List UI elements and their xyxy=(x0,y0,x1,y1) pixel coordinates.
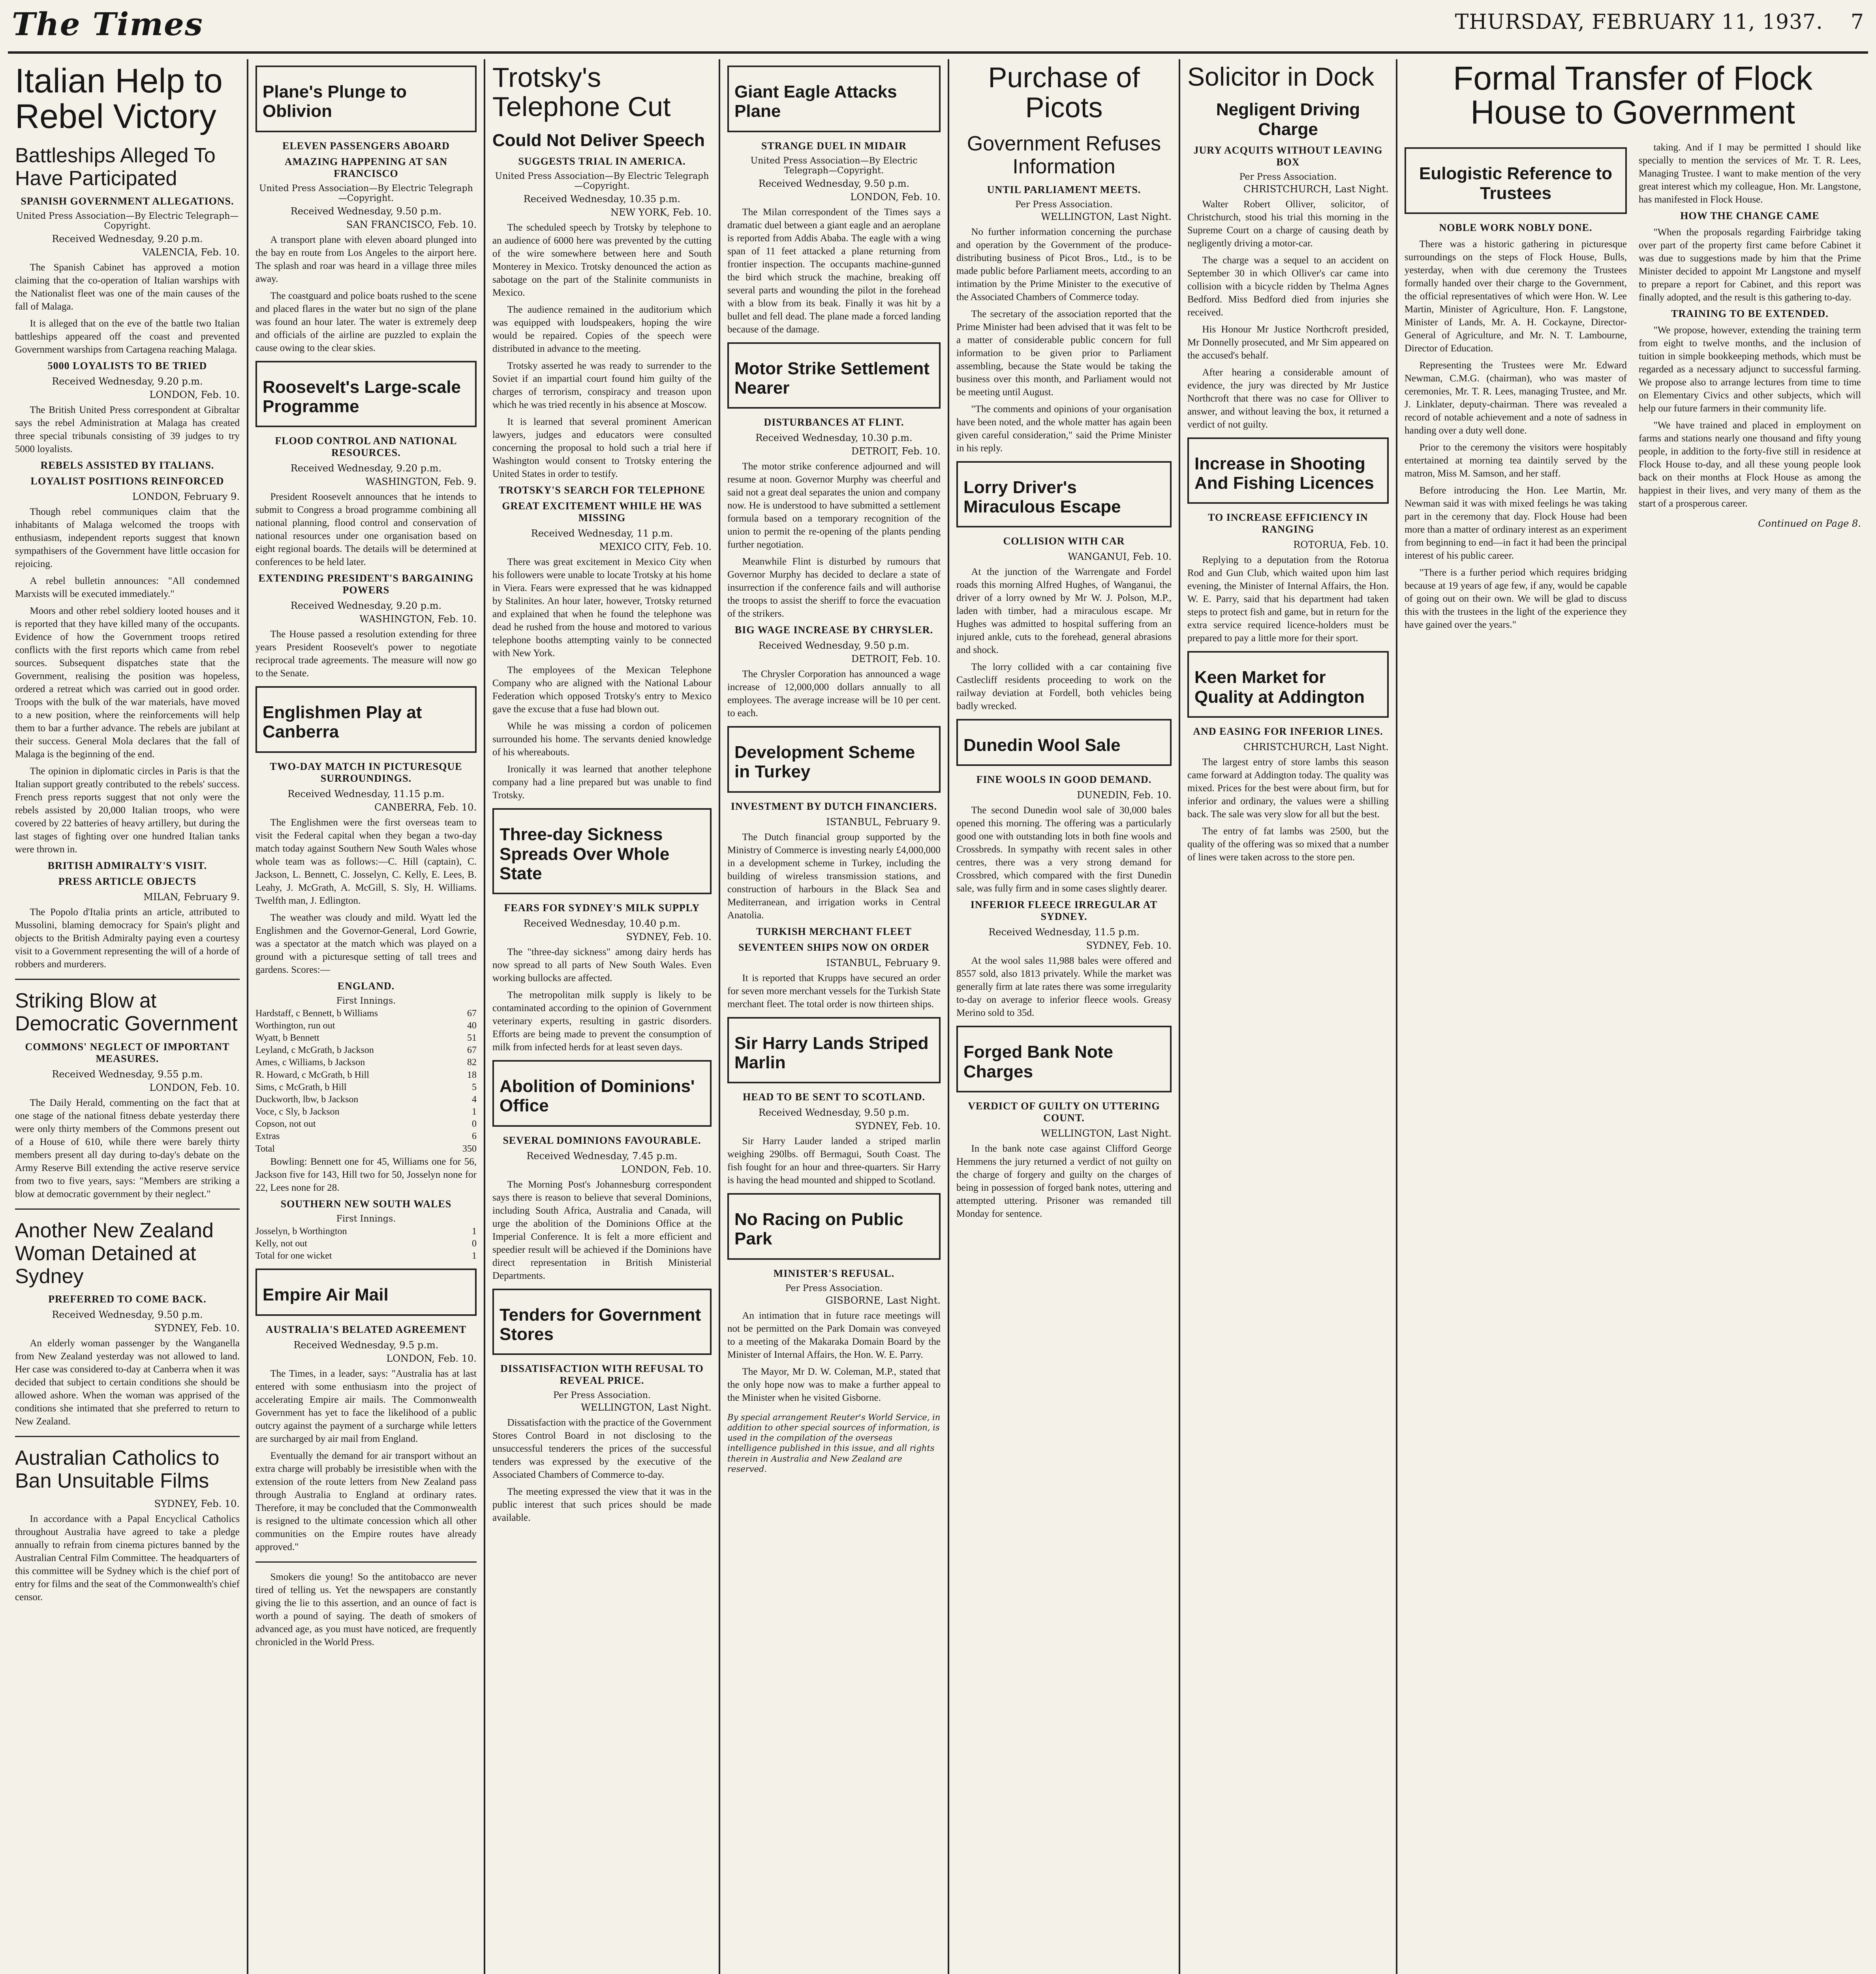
article-headline: Englishmen Play at Canberra xyxy=(263,703,422,742)
headline-box xyxy=(492,1060,712,1127)
headline-box xyxy=(727,66,941,132)
article-subheadline: Battleships Alleged To Have Participated xyxy=(15,144,216,190)
dateline: WASHINGTON, Feb. 9. xyxy=(365,476,477,488)
scorecard-row xyxy=(255,1069,477,1081)
section-subhead: PRESS ARTICLE OBJECTS xyxy=(58,876,197,888)
dateline: CHRISTCHURCH, Last Night. xyxy=(1243,183,1389,195)
article-paragraph: The charge was a sequel to an accident on September 30 in which Olliver's car came into collision with a bicycle ridden by Thelma Agnes Bedford. Miss Bedford died from injuries she received. xyxy=(1187,255,1389,318)
article-paragraph: Before introducing the Hon. Lee Martin, Mr. Newman said it was with mixed feelings he was taking part in the ceremony that day. Flock House had been more than a matter of ordinary interest as an experiment from beginning to end—in fact it had been the principal interest of his public career. xyxy=(1405,485,1627,561)
feature-body xyxy=(1405,141,1861,635)
received-time: Received Wednesday, 9.50 p.m. xyxy=(52,1309,203,1321)
article-paragraph: Trotsky asserted he was ready to surrender to the Soviet if an impartial court found him guilty of the charges of terrorism, conspiracy and treason upon which he was tried recently in his absence at Moscow. xyxy=(492,360,712,411)
article-headline: Abolition of Dominions' Office xyxy=(500,1077,695,1116)
received-time: Received Wednesday, 11 p.m. xyxy=(531,528,673,539)
received-time: Received Wednesday, 9.5 p.m. xyxy=(293,1339,439,1351)
article-paragraph: taking. And if I may be permitted I should like specially to mention the services of Mr. T. R. Lees, Managing Trustee. I want to make mention of the very great interest which my colleague, Hon. Mr. Langstone, has manifested in Flock House. xyxy=(1639,142,1861,205)
article-paragraph: The Morning Post's Johannesburg correspondent says there is reason to believe that several Dominions, including South Africa, Australia and Canada, will urge the abolition of the Dominions Office at the Imperial Conference. It is felt a more efficient and speedier result will be achieved if the Dominions have direct representation in British Ministerial Departments. xyxy=(492,1179,712,1281)
columns xyxy=(8,59,1868,1974)
article-paragraph: In the bank note case against Clifford George Hemmens the jury returned a verdict of not guilty on the charge of forgery and guilty on the charges of being in possession of forged bank notes, uttering and attempted uttering. Prisoner was remanded till Monday for sentence. xyxy=(956,1143,1172,1219)
article-subheadline: Government Refuses Information xyxy=(967,132,1161,178)
article-headline: Empire Air Mail xyxy=(263,1285,389,1305)
article-headline: Purchase of Picots xyxy=(988,62,1140,124)
headline-box xyxy=(255,1268,477,1315)
article-paragraph: Meanwhile Flint is disturbed by rumours that Governor Murphy has decided to declare a state of insurrection if the conference fails and will authorise the troops to assist the sheriff to force the evacuation of the strikers. xyxy=(727,556,941,619)
received-time: Received Wednesday, 9.20 p.m. xyxy=(52,233,203,245)
article-paragraph: The audience remained in the auditorium which was equipped with loudspeakers, hoping the wire would be repaired. Copies of the speech were distributed in advance to the meeting. xyxy=(492,304,712,355)
total-value: 350 xyxy=(462,1143,477,1154)
article-paragraph: At the junction of the Warrengate and Fordel roads this morning Alfred Hughes, of Wanganui, the driver of a lorry owned by Mr W. J. Polson, M.P., laden with timber, had a miraculous escape. Mr Hughes was admitted to hospital suffering from an injured ankle, cuts to the forehead, general abrasions and shock. xyxy=(956,567,1172,656)
section-subhead: HOW THE CHANGE CAME xyxy=(1680,210,1820,222)
article-paragraph: A rebel bulletin announces: "All condemned Marxists will be executed immediately." xyxy=(15,576,240,600)
article-headline: No Racing on Public Park xyxy=(734,1210,903,1249)
article-paragraph: "We propose, however, extending the training term from eight to twelve months, and the inclusion of tuition in simple bookkeeping methods, which must be regarded as a necessary adjunct to successful farming. We propose also to arrange lectures from time to time on Elementary Civics and other subjects, which will help our future farmers in their community life. xyxy=(1639,325,1861,414)
total-label: Total xyxy=(255,1143,275,1154)
section-subhead: 5000 LOYALISTS TO BE TRIED xyxy=(47,360,207,372)
section-subhead: AUSTRALIA'S BELATED AGREEMENT xyxy=(265,1323,467,1335)
batsman-runs: 82 xyxy=(467,1057,477,1068)
scorecard-row xyxy=(255,1106,477,1118)
dateline: WASHINGTON, Feb. 10. xyxy=(359,614,477,625)
article-paragraph: President Roosevelt announces that he intends to submit to Congress a broad programme combining all national planning, flood control and conservation of national resources under one organisation based on eight regional boards. The details will be determined at conferences to be held later. xyxy=(255,492,477,568)
dateline: SYDNEY, Feb. 10. xyxy=(855,1120,941,1132)
dateline: SYDNEY, Feb. 10. xyxy=(154,1498,240,1509)
article-subheadline: Negligent Driving Charge xyxy=(1216,100,1360,139)
dateline: DETROIT, Feb. 10. xyxy=(851,446,941,457)
article-paragraph: The Englishmen were the first overseas team to visit the Federal capital when they began a two-day match today against Southern New South Wales whose whole team was as follows:—C. Hill (captain), C. Jackson, L. Bennett, C. Josselyn, C. Kelly, E. Lees, B. Leahy, J. McGrath, A. McGill, S. Sly, H. Williams. Twelfth man, J. Edlington. xyxy=(255,817,477,906)
article-headline: Solicitor in Dock xyxy=(1187,62,1375,91)
section-subhead: DISTURBANCES AT FLINT. xyxy=(764,417,904,428)
headline-box xyxy=(1405,147,1627,214)
batsman-name: Sims, c McGrath, b Hill xyxy=(255,1082,347,1092)
scorecard-row xyxy=(255,1225,477,1238)
batsman-name: Worthington, run out xyxy=(255,1020,335,1031)
feature-headline: Formal Transfer of Flock House to Government xyxy=(1453,60,1813,131)
section-subhead: UNTIL PARLIAMENT MEETS. xyxy=(987,184,1141,195)
reuters-notice: By special arrangement Reuter's World Service, in addition to other special sources of information, is used in the compilation of the overseas intelligence published in this issue, and all rights therein in Australia and New Zealand are reserved. xyxy=(727,1412,941,1474)
section-subhead: COLLISION WITH CAR xyxy=(1003,535,1125,547)
headline-box xyxy=(727,1017,941,1084)
masthead xyxy=(8,4,1868,54)
dateline: LONDON, Feb. 10. xyxy=(149,1082,240,1093)
article-headline: Another New Zealand Woman Detained at Sydney xyxy=(15,1219,214,1288)
article-paragraph: An intimation that in future race meetings will not be permitted on the Park Domain was conveyed to a meeting of the Makaraka Domain Board by the Minister of Internal Affairs, the Hon. W. E. Parry. xyxy=(727,1310,941,1360)
article-paragraph: The Times, in a leader, says: "Australia has at last entered with some enthusiasm into the project of accelerating Empire air mails. The Commonwealth Government has yet to face the likelihood of a public outcry against the payment of a surcharge while letters are surcharged by air mail from England. xyxy=(255,1368,477,1444)
article-paragraph: The weather was cloudy and mild. Wyatt led the Englishmen and the Governor-General, Lord Gowrie, was a spectator at the match which was played on a ground with a picturesque setting of tall trees and gardens. Scores:— xyxy=(255,912,477,975)
received-time: Received Wednesday, 9.50 p.m. xyxy=(758,640,910,651)
section-subhead: AND EASING FOR INFERIOR LINES. xyxy=(1193,725,1383,737)
column-2 xyxy=(247,59,484,1974)
headline-box xyxy=(727,726,941,793)
scorecard-row xyxy=(255,1118,477,1130)
received-time: Received Wednesday, 10.35 p.m. xyxy=(523,193,681,205)
batsman-runs: 51 xyxy=(467,1032,477,1043)
headline-box xyxy=(956,461,1172,528)
section-subhead: EXTENDING PRESIDENT'S BARGAINING POWERS xyxy=(258,572,474,596)
article-paragraph: The lorry collided with a car containing five Castlecliff residents proceeding to work on the railway deviation at Fordell, both vehicles being badly wrecked. xyxy=(956,662,1172,712)
news-credit: United Press Association—By Electric Telegraph—Copyright. xyxy=(750,156,918,176)
received-time: Received Wednesday, 11.5 p.m. xyxy=(988,927,1140,938)
column-rule xyxy=(15,979,240,980)
news-credit: Per Press Association. xyxy=(1239,172,1337,182)
section-subhead: COMMONS' NEGLECT OF IMPORTANT MEASURES. xyxy=(25,1041,230,1064)
column-6 xyxy=(1179,59,1396,1974)
scorecard xyxy=(255,1008,477,1143)
article-paragraph: The motor strike conference adjourned and will resume at noon. Governor Murphy was cheerful and said not a great deal separates the union and company now. He is understood to have submitted a settlement formula based on a temporary recognition of the union to permit the re-opening of the plants pending further negotiation. xyxy=(727,461,941,550)
section-subhead: INVESTMENT BY DUTCH FINANCIERS. xyxy=(730,800,937,812)
column-7 xyxy=(1396,59,1868,1974)
article-headline: Australian Catholics to Ban Unsuitable Films xyxy=(15,1447,220,1493)
article-paragraph: Representing the Trustees were Mr. Edward Newman, C.M.G. (chairman), who was master of ceremonies, Mr. T. R. Lees, managing Trustee, and Mr. J. Linklater, deputy-chairman. There was revealed a record of notable achievement and a note of sadness in handing over a duty well done. xyxy=(1405,360,1627,436)
received-time: Received Wednesday, 9.50 p.m. xyxy=(758,1107,910,1118)
dateline: DUNEDIN, Feb. 10. xyxy=(1077,790,1172,801)
article-headline: Forged Bank Note Charges xyxy=(963,1042,1113,1081)
batsman-name: Copson, not out xyxy=(255,1119,316,1130)
scorecard xyxy=(255,1225,477,1250)
article-paragraph: The secretary of the association reported that the Prime Minister had been advised that it was felt to be a matter of considerable public concern for full information to be given prior to Parliament assembling, because the State would be taking the business over this month, and Parliament would not be meeting until August. xyxy=(956,308,1172,398)
article-headline: Lorry Driver's Miraculous Escape xyxy=(963,477,1121,516)
article-paragraph: Replying to a deputation from the Rotorua Rod and Gun Club, which waited upon him last evening, the Minister of Internal Affairs, the Hon. W. E. Parry, said that his department had taken steps to protect fish and game, but in return for the extra service required licence-holders must be prepared to pay a little more for their sport. xyxy=(1187,555,1389,644)
scorecard-total xyxy=(255,1143,477,1155)
article-headline: Sir Harry Lands Striped Marlin xyxy=(734,1033,929,1072)
article-subheadline: Could Not Deliver Speech xyxy=(492,131,705,150)
dateline: WANGANUI, Feb. 10. xyxy=(1068,551,1172,563)
batsman-name: Josselyn, b Worthington xyxy=(255,1226,347,1237)
batsman-runs: 0 xyxy=(472,1238,477,1249)
article-headline: Plane's Plunge to Oblivion xyxy=(263,82,407,121)
dateline: DETROIT, Feb. 10. xyxy=(851,653,941,665)
article-paragraph: The Daily Herald, commenting on the fact that at one stage of the national fitness debate yesterday there were only thirty members of the Commons present out of a House of 610, while there were barely thirty members present all day during to-day's debate on the Army Reserve Bill extending the active reserve service from two to five years, says: "Members are striking a blow at democratic government by their neglect." xyxy=(15,1097,240,1199)
section-subhead: SPANISH GOVERNMENT ALLEGATIONS. xyxy=(21,195,234,207)
section-subhead: INFERIOR FLEECE IRREGULAR AT SYDNEY. xyxy=(970,899,1158,923)
news-credit: Per Press Association. xyxy=(553,1390,651,1401)
article-paragraph: Sir Harry Lauder landed a striped marlin weighing 290lbs. off Bermagui, South Coast. The fish fought for an hour and three-quarters. Sir Harry is having the head mounted and shipped to Scotland. xyxy=(727,1136,941,1186)
batsman-name: R. Howard, c McGrath, b Hill xyxy=(255,1070,369,1080)
article-paragraph: The Milan correspondent of the Times says a dramatic duel between a giant eagle and an aeroplane is reported from Addis Ababa. The eagle with a wing span of 11 feet attacked a plane returning from frontier inspection. The occupants machine-gunned the bird which struck the machine, breaking off several parts and wounding the pilot in the forehead with a blow from its beak. Finally it was hit by a bullet and fell dead. The plane made a forced landing because of the damage. xyxy=(727,206,941,335)
headline-box xyxy=(255,686,477,753)
article-headline: Dunedin Wool Sale xyxy=(963,736,1121,755)
section-subhead: TWO-DAY MATCH IN PICTURESQUE SURROUNDINGS. xyxy=(270,760,462,784)
article-paragraph: The coastguard and police boats rushed to the scene and placed flares in the water but no sign of the plane was found an hour later. The water is extremely deep and officials of the airline are puzzled to explain the cause owing to the clear skies. xyxy=(255,290,477,353)
article-paragraph: Bowling: Bennett one for 45, Williams one for 56, Jackson five for 143, Hill two for 50, Josselyn none for 22, Lees none for 28. xyxy=(255,1156,477,1193)
article-paragraph: The second Dunedin wool sale of 30,000 bales opened this morning. The offering was a particularly good one with outstanding lots in both fine wools and Crossbreds. In sympathy with recent sales in other centres, there was a very strong demand for Crossbred, which compared with the first Dunedin sale, was fully firm and in some cases slightly dearer. xyxy=(956,805,1172,894)
column-5 xyxy=(948,59,1179,1974)
batsman-name: Extras xyxy=(255,1131,280,1142)
column-rule xyxy=(255,1561,477,1563)
headline-box xyxy=(255,361,477,428)
dateline: SYDNEY, Feb. 10. xyxy=(154,1323,240,1334)
batsman-runs: 1 xyxy=(472,1107,477,1117)
dateline: ISTANBUL, February 9. xyxy=(826,816,941,828)
section-subhead: TO INCREASE EFFICIENCY IN RANGING xyxy=(1208,512,1368,535)
article-paragraph: The British United Press correspondent at Gibraltar says the rebel Administration at Malaga has created three special tribunals consisting of 39 judges to try 5000 loyalists. xyxy=(15,405,240,455)
dateline: CHRISTCHURCH, Last Night. xyxy=(1243,741,1389,752)
article-headline: Increase in Shooting And Fishing Licences xyxy=(1194,454,1374,493)
article-paragraph: Eventually the demand for air transport without an extra charge will probably be irresistible when with the extension of the route letters from New Zealand pass through Australia to England at ordinary rates. Therefore, it may be concluded that the Commonwealth is resigned to the ultimate concession which all other communities on the Empire routes have already approved." xyxy=(255,1450,477,1552)
section-subhead: PREFERRED TO COME BACK. xyxy=(48,1293,207,1305)
article-headline: Giant Eagle Attacks Plane xyxy=(734,82,897,121)
batsman-runs: 0 xyxy=(472,1119,477,1130)
scorecard-row xyxy=(255,1008,477,1020)
article-paragraph: The Chrysler Corporation has announced a wage increase of 12,000,000 dollars annually to all employees. The average increase will be 10 per cent. to each. xyxy=(727,669,941,719)
received-time: Received Wednesday, 9.50 p.m. xyxy=(290,205,442,217)
article-paragraph: The House passed a resolution extending for three years President Roosevelt's power to negotiate reciprocal trade agreements. The measure will now go to the Senate. xyxy=(255,629,477,679)
dateline: LONDON, Feb. 10. xyxy=(149,389,240,401)
dateline: WELLINGTON, Last Night. xyxy=(581,1402,712,1413)
batsman-name: Wyatt, b Bennett xyxy=(255,1032,319,1043)
received-time: Received Wednesday, 9.20 p.m. xyxy=(290,463,442,474)
innings-label: First Innings. xyxy=(336,996,396,1006)
article-paragraph: It is reported that Krupps have secured an order for seven more merchant vessels for the Turkish State merchant fleet. The total order is now thirteen ships. xyxy=(727,972,941,1010)
batsman-name: Leyland, c McGrath, b Jackson xyxy=(255,1045,374,1056)
received-time: Received Wednesday, 9.20 p.m. xyxy=(52,376,203,387)
received-time: Received Wednesday, 10.30 p.m. xyxy=(755,432,913,444)
column-rule xyxy=(15,1436,240,1437)
article-paragraph: Ironically it was learned that another telephone company had a line prepared but was unable to find Trotsky. xyxy=(492,764,712,801)
section-subhead: DISSATISFACTION WITH REFUSAL TO REVEAL PRICE. xyxy=(500,1363,704,1387)
received-time: Received Wednesday, 9.55 p.m. xyxy=(52,1068,203,1080)
news-credit: United Press Association—By Electric Telegraph—Copyright. xyxy=(495,171,709,191)
article-paragraph: The Popolo d'Italia prints an article, attributed to Mussolini, blaming democracy for Spain's plight and objects to the British Admiralty paying even a courtesy visit to a Government representing the will of a horde of robbers and murderers. xyxy=(15,907,240,970)
article-paragraph: The employees of the Mexican Telephone Company who are aligned with the National Labour Federation which opposed Trotsky's entry to Mexico gave the excuse that a fuse had blown out. xyxy=(492,665,712,715)
dateline: SAN FRANCISCO, Feb. 10. xyxy=(346,219,477,230)
newspaper-title: The Times xyxy=(12,6,203,43)
section-subhead: FLOOD CONTROL AND NATIONAL RESOURCES. xyxy=(275,435,457,459)
section-subhead: TROTSKY'S SEARCH FOR TELEPHONE xyxy=(499,484,705,496)
article-paragraph: A transport plane with eleven aboard plunged into the bay en route from Los Angeles to the airport here. The splash and roar was heard in a village three miles away. xyxy=(255,234,477,284)
article-paragraph: The entry of fat lambs was 2500, but the quality of the offering was so mixed that a number of lines were taken across to the store pen. xyxy=(1187,826,1389,863)
article-paragraph: While he was missing a cordon of policemen surrounded his home. The servants denied knowledge of his whereabouts. xyxy=(492,721,712,758)
column-rule xyxy=(15,1208,240,1210)
headline-box xyxy=(956,719,1172,766)
section-subhead: BRITISH ADMIRALTY'S VISIT. xyxy=(47,860,207,872)
scorecard-row xyxy=(255,1081,477,1094)
article-paragraph: The metropolitan milk supply is likely to be contaminated according to the opinion of Government veterinary experts, resulting in gastric disorders. Efforts are being made to prevent the consumption of milk from infected herds for at least seven days. xyxy=(492,990,712,1053)
article-paragraph: "We have trained and placed in employment on farms and stations nearly one thousand and fifty young people, in addition to the forty-five still in residence at Flock House to-day, and all these young people look back on their months at Flock House as among the happiest in their lives, and very many of them as the start of a prosperous career. xyxy=(1639,420,1861,509)
page-number: 7 xyxy=(1850,10,1864,34)
section-subhead: SEVERAL DOMINIONS FAVOURABLE. xyxy=(503,1134,701,1146)
issue-date xyxy=(1455,10,1864,34)
section-subhead: BIG WAGE INCREASE BY CHRYSLER. xyxy=(734,624,933,636)
article-paragraph: The scheduled speech by Trotsky by telephone to an audience of 6000 here was prevented by the cutting of the wire somewhere between here and South Monterey in Mexico. Trotsky denounced the action as sabotage on the part of the Stalinite communists in Mexico. xyxy=(492,222,712,298)
article-paragraph: Though rebel communiques claim that the inhabitants of Malaga welcomed the troops with enthusiasm, independent reports suggest that known sympathisers of the Government have little occasion for rejoicing. xyxy=(15,507,240,570)
section-subhead: MINISTER'S REFUSAL. xyxy=(773,1267,895,1279)
dateline: ISTANBUL, February 9. xyxy=(826,957,941,968)
article-paragraph: Prior to the ceremony the visitors were hospitably entertained at morning tea daintily served by the matron, Miss M. Samson, and her staff. xyxy=(1405,442,1627,479)
received-time: Received Wednesday, 11.15 p.m. xyxy=(287,788,445,799)
article-paragraph: Moors and other rebel soldiery looted houses and it is reported that they have killed many of the occupants. Evidence of how the Government troops retired conflicts with the first reports which came from rebel sources. Subsequent dispatches state that the Government, realising the position was hopeless, ordered a retreat which was carried out in good order. Troops with the bulk of the war materials, have moved to a new position, where the reinforcements will help them to bar a further advance. The rebels are jubilant at their success. General Mola declares that the fall of Malaga is the beginning of the end. xyxy=(15,606,240,760)
batsman-name: Hardstaff, c Bennett, b Williams xyxy=(255,1008,378,1019)
dateline: WELLINGTON, Last Night. xyxy=(1041,1128,1172,1139)
article-headline: Motor Strike Settlement Nearer xyxy=(734,358,930,398)
dateline: CANBERRA, Feb. 10. xyxy=(374,801,477,813)
total-label: Total for one wicket xyxy=(255,1251,332,1261)
scorecard-row xyxy=(255,1238,477,1250)
news-credit: United Press Association—By Electric Telegraph—Copyright. xyxy=(16,211,239,231)
batsman-name: Duckworth, lbw, b Jackson xyxy=(255,1094,359,1105)
headline-box xyxy=(727,342,941,409)
news-credit: Per Press Association. xyxy=(785,1283,883,1293)
dateline: NEW YORK, Feb. 10. xyxy=(610,207,712,218)
section-subhead: SUGGESTS TRIAL IN AMERICA. xyxy=(518,156,686,167)
scorecard-row xyxy=(255,1044,477,1056)
headline-box xyxy=(492,1289,712,1355)
article-paragraph: In accordance with a Papal Encyclical Catholics throughout Australia have agreed to take a pledge annually to refrain from cinema pictures banned by the Australian Central Film Committee. The headquarters of this committee will be Sydney which is the chief port of entry for films and the seat of the Commonwealth's chief censor. xyxy=(15,1513,240,1602)
section-subhead: FINE WOOLS IN GOOD DEMAND. xyxy=(976,774,1152,786)
batsman-name: Voce, c Sly, b Jackson xyxy=(255,1107,340,1117)
section-subhead: TURKISH MERCHANT FLEET xyxy=(756,925,912,937)
scorecard-row xyxy=(255,1094,477,1106)
dateline: WELLINGTON, Last Night. xyxy=(1041,211,1172,222)
column-1 xyxy=(8,59,247,1974)
news-credit: United Press Association—By Electric Telegraph—Copyright. xyxy=(259,183,473,203)
batsman-name: Ames, c Williams, b Jackson xyxy=(255,1057,365,1068)
article-headline: Italian Help to Rebel Victory xyxy=(15,62,223,136)
section-subhead: GREAT EXCITEMENT WHILE HE WAS MISSING xyxy=(502,500,702,524)
headline-box xyxy=(1187,437,1389,504)
batsman-runs: 67 xyxy=(467,1008,477,1019)
scorecard-total xyxy=(255,1250,477,1262)
received-time: Received Wednesday, 10.40 p.m. xyxy=(523,918,681,929)
feature-right-column xyxy=(1639,141,1861,635)
article-headline: Three-day Sickness Spreads Over Whole State xyxy=(500,825,670,883)
feature-subheadline: Eulogistic Reference to Trustees xyxy=(1419,164,1612,203)
article-paragraph: There was great excitement in Mexico City when his followers were unable to locate Trotsky at his home in Viera. Fears were expressed that he was kidnapped by Stalinites. An hour later, however, Trotsky returned and explained that when he found the telephone was dead he rushed from the house and motored to various telephone booths attempting vainly to be connected with New York. xyxy=(492,557,712,659)
article-paragraph: The opinion in diplomatic circles in Paris is that the Italian support greatly contributed to the rebels' success. French press reports suggest that not only were the rebels assisted by 20,000 Italian troops, who were covered by 22 batteries of heavy artillery, but during the last stages of fighting over one hundred Italian tanks were thrown in. xyxy=(15,766,240,855)
batsman-runs: 67 xyxy=(467,1045,477,1056)
section-subhead: SOUTHERN NEW SOUTH WALES xyxy=(280,1198,452,1210)
batsman-name: Kelly, not out xyxy=(255,1238,308,1249)
section-subhead: AMAZING HAPPENING AT SAN FRANCISCO xyxy=(284,156,448,179)
column-3 xyxy=(484,59,719,1974)
section-subhead: SEVENTEEN SHIPS NOW ON ORDER xyxy=(738,941,930,953)
scorecard-row xyxy=(255,1056,477,1069)
issue-date-text: THURSDAY, FEBRUARY 11, 1937. xyxy=(1455,10,1823,34)
article-headline: Tenders for Government Stores xyxy=(500,1305,701,1344)
article-paragraph: "There is a further period which requires bridging because at 19 years of age few, if any, would be capable of going out on their own. We will be glad to discuss this with the trustees in the light of the experience they have gained over the years." xyxy=(1405,567,1627,630)
headline-box xyxy=(1187,651,1389,718)
dateline: LONDON, February 9. xyxy=(132,491,240,503)
dateline: SYDNEY, Feb. 10. xyxy=(626,931,712,943)
article-paragraph: There was a historic gathering in picturesque surroundings on the steps of Flock House, Bulls, yesterday, when with due ceremony the Trustees formally handed over their charge to the Government, the official representatives of which were Hon. W. Lee Martin, Minister of Agriculture, Hon. F. Langstone, Minister of Lands, Mr. A. H. Cockayne, Director-General of Agriculture, and Mr. N. T. Lambourne, Director of Education. xyxy=(1405,238,1627,354)
headline-box xyxy=(727,1193,941,1260)
batsman-runs: 1 xyxy=(472,1226,477,1237)
section-subhead: ELEVEN PASSENGERS ABOARD xyxy=(282,140,450,152)
article-paragraph: The "three-day sickness" among dairy herds has now spread to all parts of New South Wales. Even working bullocks are affected. xyxy=(492,947,712,984)
article-paragraph: The Spanish Cabinet has approved a motion claiming that the co-operation of Italian warships with the Nationalist fleet was one of the main causes of the fall of Malaga. xyxy=(15,262,240,312)
article-headline: Development Scheme in Turkey xyxy=(734,743,915,782)
article-paragraph: It is alleged that on the eve of the battle two Italian battleships appeared off the coast and prevented Government warships from Cartagena reaching Malaga. xyxy=(15,318,240,355)
article-paragraph: "When the proposals regarding Fairbridge taking over part of the property first came before Cabinet it was due to suggestions made by him that the Prime Minister decided to appoint Mr Langstone and myself to prepare a report for Cabinet, and this report was finally adopted, and the result is this gathering to-day. xyxy=(1639,227,1861,303)
article-paragraph: Dissatisfaction with the practice of the Government Stores Control Board in not disclosing to the unsuccessful tenderers the prices of the successful tenders was expressed by the executive of the Associated Chambers of Commerce to-day. xyxy=(492,1417,712,1480)
article-paragraph: After hearing a considerable amount of evidence, the jury was directed by Mr Justice Northcroft that there was no case for Olliver to answer, and without leaving the box, it returned a verdict of not guilty. xyxy=(1187,367,1389,430)
article-paragraph: Walter Robert Olliver, solicitor, of Christchurch, stood his trial this morning in the Supreme Court on a charge of causing death by negligently driving a motor-car. xyxy=(1187,199,1389,249)
headline-box xyxy=(956,1026,1172,1092)
received-time: Received Wednesday, 7.45 p.m. xyxy=(526,1150,678,1162)
dateline: LONDON, Feb. 10. xyxy=(850,191,941,203)
article-headline: Trotsky's Telephone Cut xyxy=(492,62,671,122)
batsman-runs: 5 xyxy=(472,1082,477,1092)
section-subhead: REBELS ASSISTED BY ITALIANS. xyxy=(40,460,214,471)
innings-label: First Innings. xyxy=(336,1214,396,1224)
scorecard-row xyxy=(255,1020,477,1032)
article-headline: Roosevelt's Large-scale Programme xyxy=(263,377,461,416)
received-time: Received Wednesday, 9.50 p.m. xyxy=(758,178,910,189)
batsman-runs: 6 xyxy=(472,1131,477,1142)
total-value: 1 xyxy=(472,1251,477,1261)
dateline: ROTORUA, Feb. 10. xyxy=(1293,539,1389,551)
scorecard-row xyxy=(255,1130,477,1143)
continued-notice: Continued on Page 8. xyxy=(1758,518,1861,529)
column-4 xyxy=(719,59,948,1974)
section-subhead: TRAINING TO BE EXTENDED. xyxy=(1671,308,1829,320)
section-subhead: NOBLE WORK NOBLY DONE. xyxy=(1439,221,1592,233)
article-paragraph: The meeting expressed the view that it was in the public interest that such prices should be made available. xyxy=(492,1486,712,1524)
received-time: Received Wednesday, 9.20 p.m. xyxy=(290,600,442,612)
headline-box xyxy=(492,808,712,894)
dateline: VALENCIA, Feb. 10. xyxy=(142,247,240,258)
section-subhead: VERDICT OF GUILTY ON UTTERING COUNT. xyxy=(968,1100,1160,1124)
article-paragraph: "The comments and opinions of your organisation have been noted, and the whole matter has again been given careful consideration," said the Prime Minister in his reply. xyxy=(956,403,1172,454)
article-paragraph: The largest entry of store lambs this season came forward at Addington today. The quality was mixed. Prices for the best were about firm, but for inferior and ordinary, the values were a shilling back. The sale was very slow for all but the best. xyxy=(1187,756,1389,820)
dateline: GISBORNE, Last Night. xyxy=(825,1295,941,1306)
article-paragraph: The Dutch financial group supported by the Ministry of Commerce is investing nearly £4,000,000 in a development scheme in Turkey, including the building of wireless transmission stations, and construction of harbours in the Black Sea and Mediterranean, and irrigation works in Central Anatolia. xyxy=(727,831,941,921)
article-paragraph: The Mayor, Mr D. W. Coleman, M.P., stated that the only hope now was to make a further appeal to the Minister when he visited Gisborne. xyxy=(727,1366,941,1403)
article-paragraph: It is learned that several prominent American lawyers, judges and educators were consulted concerning the proposal to hold such a trial here if Washington would consent to Trotsky entering the United States in order to testify. xyxy=(492,417,712,480)
scorecard-row xyxy=(255,1032,477,1044)
headline-box xyxy=(255,66,477,132)
section-subhead: HEAD TO BE SENT TO SCOTLAND. xyxy=(743,1091,925,1103)
feature-left-column xyxy=(1405,141,1627,635)
dateline: MILAN, February 9. xyxy=(143,891,240,903)
article-headline: Keen Market for Quality at Addington xyxy=(1194,668,1365,707)
article-paragraph: At the wool sales 11,988 bales were offered and 8557 sold, also 1813 privately. While the market was generally firm at late rates there was some irregularity to-day on average to inferior fleece wools. Greasy Merino sold to 35d. xyxy=(956,955,1172,1019)
article-paragraph: An elderly woman passenger by the Wanganella from New Zealand yesterday was not allowed to land. Her case was considered to-day at Canberra when it was decided that subject to certain conditions she should be allowed ashore. When the woman was apprised of the conditions she intimated that she preferred to return to New Zealand. xyxy=(15,1338,240,1427)
section-subhead: LOYALIST POSITIONS REINFORCED xyxy=(30,475,224,487)
section-subhead: JURY ACQUITS WITHOUT LEAVING BOX xyxy=(1193,144,1383,168)
dateline: LONDON, Feb. 10. xyxy=(621,1163,712,1175)
section-subhead: STRANGE DUEL IN MIDAIR xyxy=(761,140,907,152)
article-paragraph: Smokers die young! So the antitobacco are never tired of telling us. Yet the newspapers are constantly giving the lie to this assertion, and an ounce of fact is worth a pound of saying. The death of smokers of advanced age, as you must have noticed, are frequently chronicled in the World Press. xyxy=(255,1571,477,1648)
news-credit: Per Press Association. xyxy=(1015,199,1113,210)
section-subhead: ENGLAND. xyxy=(337,980,395,992)
batsman-runs: 18 xyxy=(467,1070,477,1080)
batsman-runs: 40 xyxy=(467,1020,477,1031)
article-paragraph: No further information concerning the purchase and operation by the Government of the produce-distributing business of Picot Bros., Ltd., is to be made public before Parliament meets, according to an intimation by the Prime Minister to the executive of the Associated Chambers of Commerce today. xyxy=(956,226,1172,302)
article-paragraph: His Honour Mr Justice Northcroft presided, Mr Donnelly prosecuted, and Mr Sim appeared on the accused's behalf. xyxy=(1187,324,1389,361)
batsman-runs: 4 xyxy=(472,1094,477,1105)
dateline: LONDON, Feb. 10. xyxy=(386,1353,477,1364)
section-subhead: FEARS FOR SYDNEY'S MILK SUPPLY xyxy=(504,902,700,914)
dateline: SYDNEY, Feb. 10. xyxy=(1086,940,1172,951)
dateline: MEXICO CITY, Feb. 10. xyxy=(599,541,712,553)
article-headline: Striking Blow at Democratic Government xyxy=(15,989,238,1036)
